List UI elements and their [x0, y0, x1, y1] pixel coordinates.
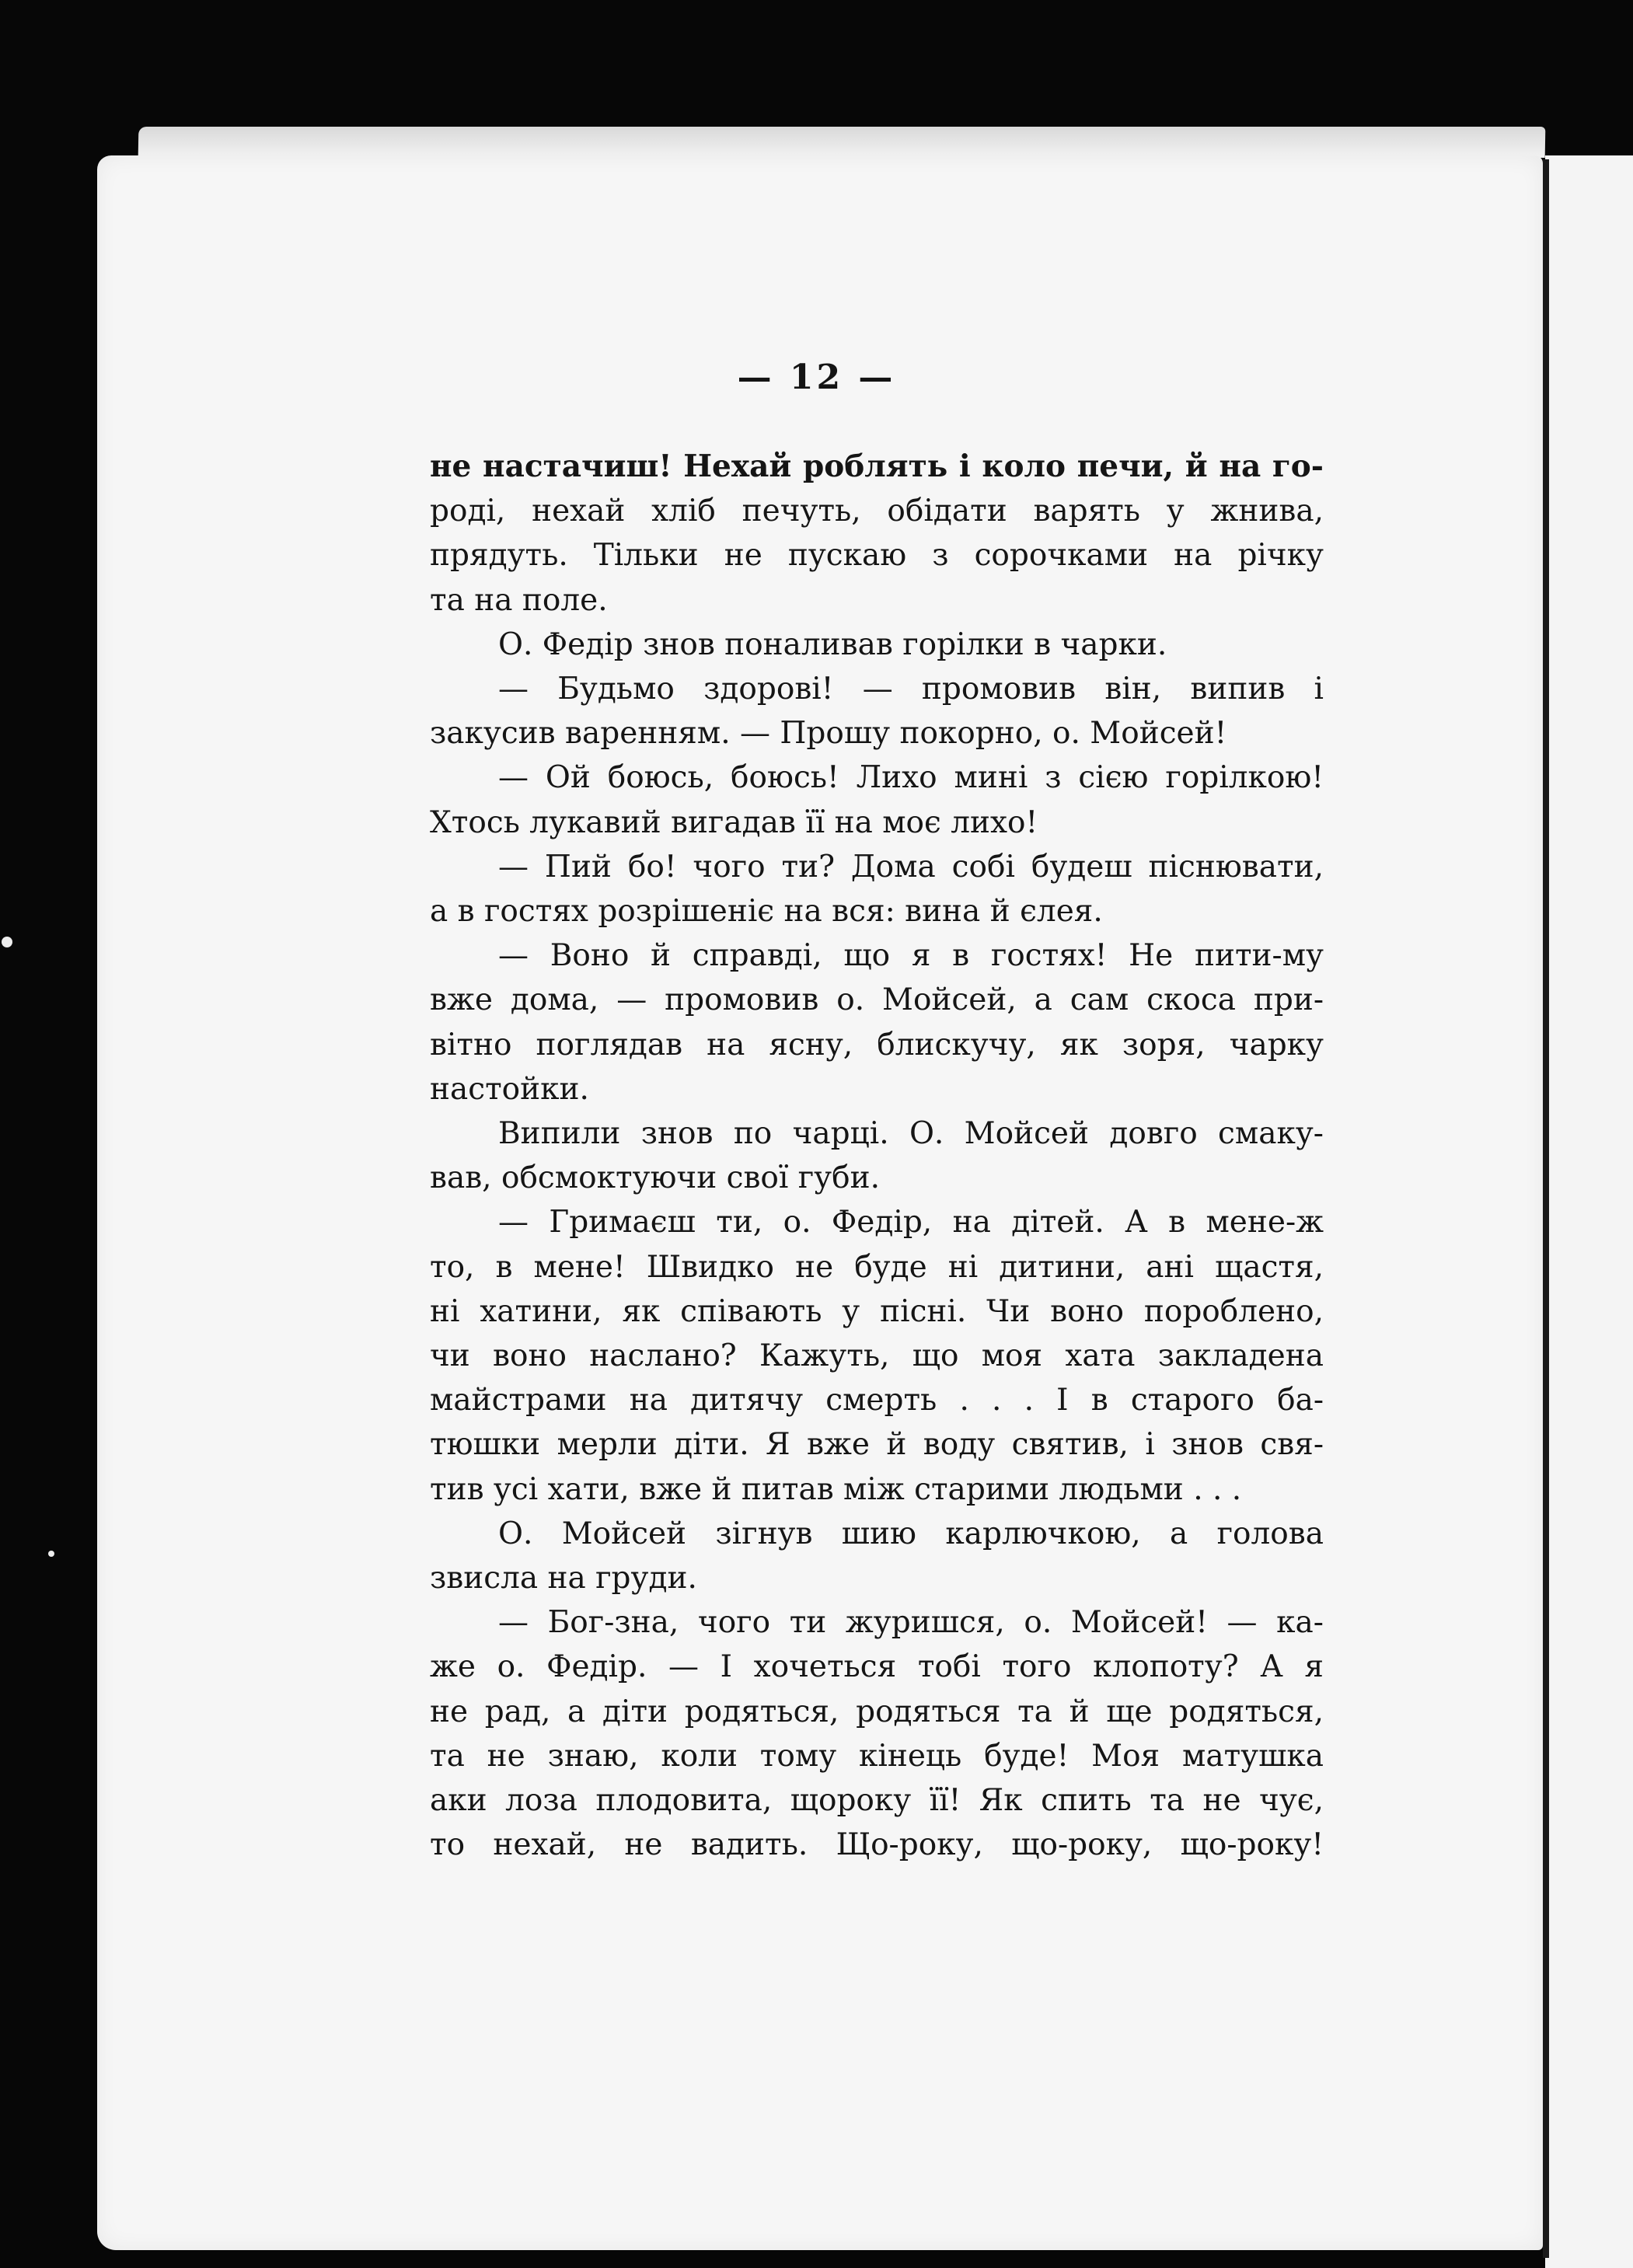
text-line: а в гостях розрішеніє на вся: вина й єлея. — [430, 894, 1103, 930]
text-line: — Гримаєш ти, о. Федір, на дітей. А в мене-ж — [498, 1205, 1324, 1240]
text-line: прядуть. Тільки не пускаю з сорочками на річку — [430, 538, 1324, 574]
text-line: — Будьмо здорові! — промовив він, випив і — [498, 672, 1324, 707]
text-line: вітно поглядав на ясну, блискучу, як зоря, чарку — [430, 1027, 1324, 1062]
adjacent-page-edge — [1545, 155, 1633, 2268]
text-line: аки лоза плодовита, щороку її! Як спить та не чує, — [430, 1783, 1324, 1819]
text-line: та не знаю, коли тому кінець буде! Моя матушка — [430, 1738, 1324, 1774]
back-page-edge — [138, 127, 1546, 158]
text-line: не настачиш! Нехай роблять і коло печи, й на го- — [430, 448, 1324, 484]
text-line: Випили знов по чарці. О. Мойсей довго смаку- — [498, 1116, 1324, 1152]
text-line: чи воно наслано? Кажуть, що моя хата закладена — [430, 1338, 1324, 1374]
dust-speck — [2, 937, 12, 947]
page-number: — 12 — — [737, 358, 896, 397]
text-line: О. Федір знов поналивав горілки в чарки. — [498, 626, 1167, 662]
text-line: то нехай, не вадить. Що-року, що-року, що-року! — [430, 1827, 1324, 1863]
text-line: вже дома, — промовив о. Мойсей, а сам скоса при- — [430, 982, 1324, 1018]
text-line: тив усі хати, вже й питав між старими людьми . . . — [430, 1471, 1242, 1507]
text-line: — Пий бо! чого ти? Дома собі будеш піснювати, — [498, 849, 1324, 885]
text-line: Хтось лукавий вигадав її на моє лихо! — [430, 804, 1038, 840]
text-line: роді, нехай хліб печуть, обідати варять у жнива, — [430, 494, 1324, 529]
text-line: майстрами на дитячу смерть . . . І в старого ба- — [430, 1383, 1324, 1418]
text-line: О. Мойсей зігнув шию карлючкою, а голова — [498, 1516, 1324, 1551]
text-line: вав, обсмоктуючи свої губи. — [430, 1160, 881, 1196]
text-line: то, в мене! Швидко не буде ні дитини, ані щастя, — [430, 1249, 1324, 1285]
text-line: закусив варенням. — Прошу покорно, о. Мойсей! — [430, 716, 1227, 752]
text-line: не рад, а діти родяться, родяться та й ще родяться, — [430, 1694, 1324, 1729]
text-line: тюшки мерли діти. Я вже й воду святив, і знов свя- — [430, 1427, 1324, 1463]
text-line: — Бог-зна, чого ти журишся, о. Мойсей! — ка- — [498, 1605, 1324, 1641]
text-line: же о. Федір. — І хочеться тобі того клопоту? А я — [430, 1649, 1324, 1685]
text-line: — Воно й справді, що я в гостях! Не пити-му — [498, 938, 1324, 974]
text-line: звисла на груди. — [430, 1561, 697, 1596]
text-line: — Ой боюсь, боюсь! Лихо мині з сією горілкою! — [498, 760, 1324, 796]
text-line: настойки. — [430, 1071, 589, 1107]
text-line: ні хатини, як співають у пісні. Чи воно пороблено, — [430, 1293, 1324, 1329]
dust-speck — [48, 1551, 54, 1557]
body-text — [430, 445, 1324, 1868]
text-line: та на поле. — [430, 582, 608, 618]
page-gutter — [1543, 159, 1549, 2258]
